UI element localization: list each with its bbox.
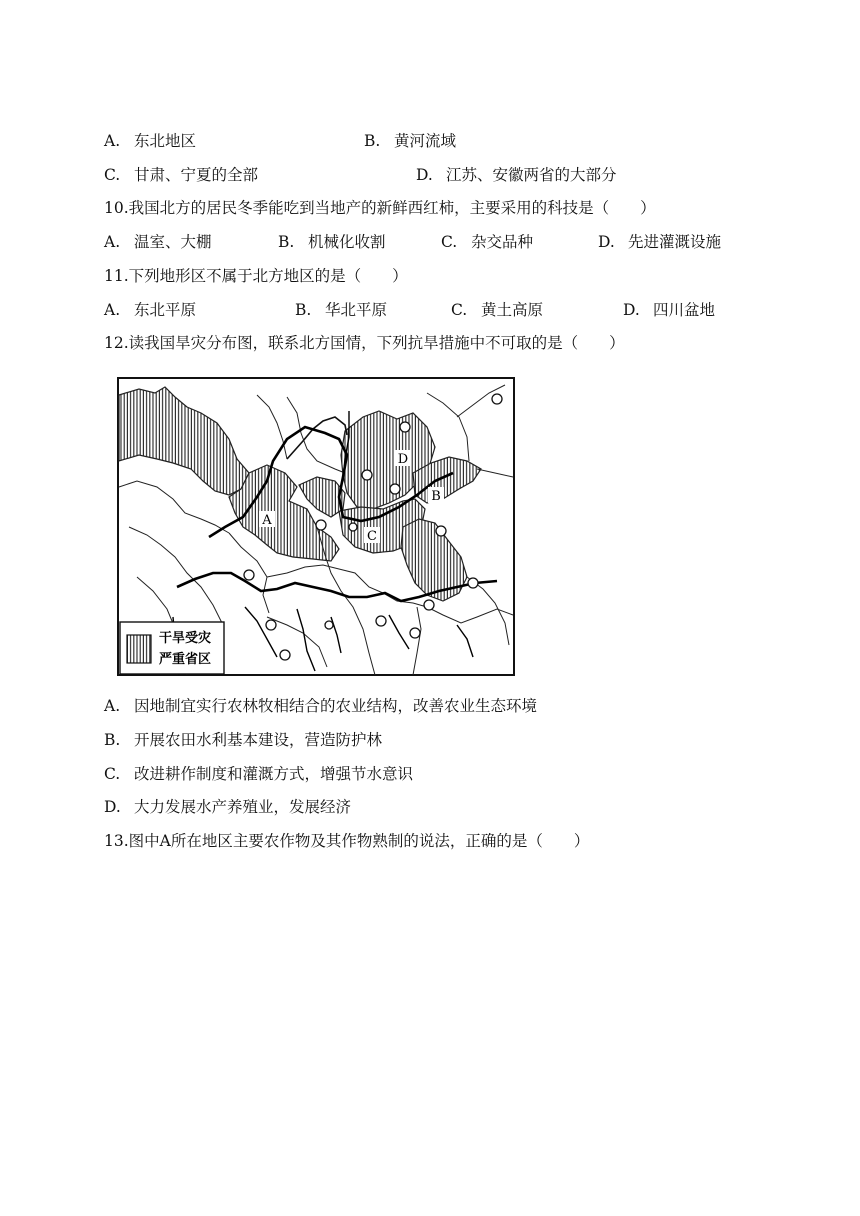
option-letter: D. xyxy=(416,166,433,184)
option-letter: B. xyxy=(278,233,295,251)
option-text: 机械化收割 xyxy=(308,233,386,251)
option-letter: C. xyxy=(441,233,458,251)
option-letter: C. xyxy=(451,301,468,319)
option-text: 四川盆地 xyxy=(653,301,716,319)
q9-option-c xyxy=(104,165,258,185)
option-text: 东北平原 xyxy=(134,301,197,319)
q9-option-a xyxy=(104,131,196,151)
option-text: 开展农田水利基本建设，营造防护林 xyxy=(134,731,383,749)
legend-line-1: 干旱受灾 xyxy=(159,631,212,646)
option-letter: B. xyxy=(104,731,121,749)
q10-option-b xyxy=(278,232,386,252)
option-letter: D. xyxy=(623,301,640,319)
option-letter: A. xyxy=(104,233,121,251)
q10-option-d xyxy=(598,232,721,252)
option-letter: B. xyxy=(295,301,312,319)
legend-hatch-swatch xyxy=(127,635,151,663)
q12-option-d xyxy=(104,797,351,817)
option-text: 先进灌溉设施 xyxy=(628,233,722,251)
option-letter: B. xyxy=(364,132,381,150)
option-letter: D. xyxy=(598,233,615,251)
option-text: 因地制宜实行农林牧相结合的农业结构，改善农业生态环境 xyxy=(134,697,538,715)
option-text: 大力发展水产养殖业，发展经济 xyxy=(134,798,352,816)
q12-option-c xyxy=(104,764,413,784)
option-text: 黄土高原 xyxy=(481,301,544,319)
q11-option-b xyxy=(295,300,387,320)
q12-stem: 12.读我国旱灾分布图，联系北方国情，下列抗旱措施中不可取的是（ ） xyxy=(104,334,625,352)
q11-option-c xyxy=(451,300,543,320)
option-text: 东北地区 xyxy=(134,132,197,150)
option-letter: A. xyxy=(104,301,121,319)
option-text: 黄河流域 xyxy=(394,132,457,150)
option-text: 改进耕作制度和灌溉方式，增强节水意识 xyxy=(134,765,414,783)
option-text: 甘肃、宁夏的全部 xyxy=(134,166,259,184)
option-text: 江苏、安徽两省的大部分 xyxy=(446,166,617,184)
option-letter: C. xyxy=(104,765,121,783)
q10-option-a xyxy=(104,232,212,252)
q10-option-c xyxy=(441,232,533,252)
q9-option-b xyxy=(364,131,456,151)
legend-line-2: 严重省区 xyxy=(159,652,212,667)
map-label-d: D xyxy=(397,452,409,467)
option-letter: A. xyxy=(104,697,121,715)
q12-option-b xyxy=(104,730,382,750)
map-label-b: B xyxy=(431,489,441,504)
option-letter: D. xyxy=(104,798,121,816)
map-label-a: A xyxy=(262,513,272,528)
drought-distribution-map xyxy=(117,377,515,676)
q12-option-a xyxy=(104,696,537,716)
q13-stem: 13.图中A所在地区主要农作物及其作物熟制的说法，正确的是（ ） xyxy=(104,832,590,850)
q9-option-d xyxy=(416,165,617,185)
option-text: 杂交品种 xyxy=(471,233,534,251)
map-label-c: C xyxy=(367,529,377,544)
option-letter: A. xyxy=(104,132,121,150)
option-text: 温室、大棚 xyxy=(134,233,212,251)
q11-option-a xyxy=(104,300,196,320)
q11-option-d xyxy=(623,300,715,320)
map-legend xyxy=(120,622,224,674)
q10-stem: 10.我国北方的居民冬季能吃到当地产的新鲜西红柿，主要采用的科技是（ ） xyxy=(104,199,656,217)
option-text: 华北平原 xyxy=(325,301,388,319)
option-letter: C. xyxy=(104,166,121,184)
q11-stem: 11.下列地形区不属于北方地区的是（ ） xyxy=(104,267,408,285)
